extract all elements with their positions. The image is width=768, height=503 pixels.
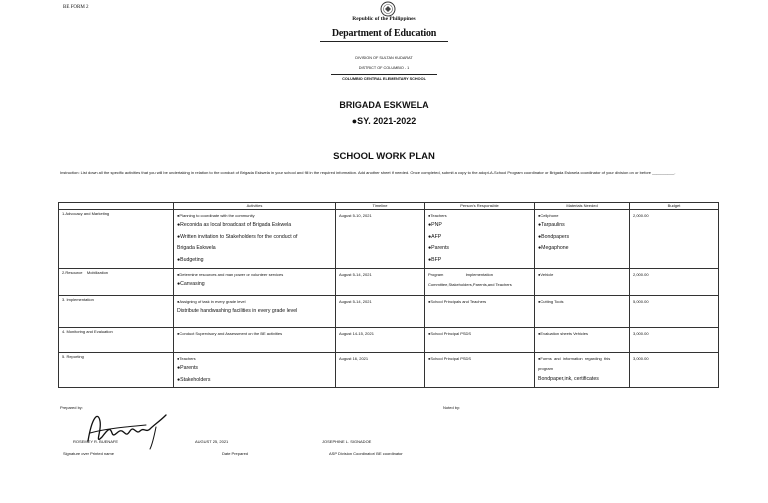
preparer-name: ROSEMEY R. BUENAFE: [73, 439, 119, 444]
table-row: [59, 328, 719, 353]
material-item: ●Vehicle: [538, 272, 554, 277]
school-name: COLUMBIO CENTRAL ELEMENTARY SCHOOL: [342, 77, 426, 81]
material-item: ●Tarpaulins: [538, 222, 565, 228]
noted-by-label: Noted by:: [443, 405, 461, 410]
instruction-text: Instruction: List down all the specific activities that you will be undertaking in relation to the conduct of Brigada Eskwela in your school and fill in the required information. Add another sheet if needed. Once completed, submit a copy to the adopt-A-School Program coordinator or Brigada Eskwela coordinator of your division on or before __________.: [60, 170, 676, 175]
activities-cell: [174, 210, 336, 269]
budget-cell: [630, 353, 719, 388]
date-prepared-value: AUGUST 25, 2021: [195, 439, 229, 444]
activities-cell: [174, 296, 336, 328]
activity-item: ●Conduct Supervisory and Assessment on the BE activities: [177, 331, 283, 336]
activity-item: ●Determine resources and man power or volunteer services: [177, 272, 284, 277]
republic-line: Republic of the Philippines: [352, 16, 416, 22]
column-header: Budget: [630, 203, 719, 210]
table-row: [59, 296, 719, 328]
materials-cell: [535, 269, 630, 296]
budget-cell: [630, 269, 719, 296]
table-row: [59, 269, 719, 296]
material-item: ●Cutting Tools: [538, 299, 564, 304]
timeline-text: August 5-14, 2021: [339, 299, 372, 304]
activity-item: ●Planning to coordinate with the community: [177, 213, 255, 218]
column-header: Materials Needed: [535, 203, 630, 210]
activity-item: ●Assigning of task in every grade level: [177, 299, 246, 304]
activity-item: ●Written invitation to Stakeholders for the conduct of: [177, 233, 298, 240]
materials-cell: [535, 296, 630, 328]
material-item: ●Megaphone: [538, 245, 569, 251]
column-header: Timeline: [336, 203, 425, 210]
material-item: program: [538, 366, 553, 371]
persons-cell: [425, 210, 535, 269]
activity-item: ●Canvasing: [177, 281, 205, 287]
materials-cell: [535, 210, 630, 269]
area-cell: 5. Reporting: [59, 353, 174, 388]
column-header: Activities: [174, 203, 336, 210]
material-item: ●Bondpapers: [538, 233, 570, 240]
plan-title: SCHOOL WORK PLAN: [333, 151, 435, 162]
timeline-cell: [336, 269, 425, 296]
activity-item: ●Stakeholders: [177, 376, 211, 383]
department-name: Department of Education: [331, 28, 437, 39]
material-item: ●Forms and information regarding this: [538, 356, 611, 361]
table-row: [59, 210, 719, 269]
activity-item: Distribute handwashing facilities in every grade level: [177, 308, 298, 314]
header-divider: [320, 41, 448, 42]
budget-value: 3,000.00: [633, 356, 649, 361]
budget-cell: [630, 296, 719, 328]
activity-item: ●Parents: [177, 365, 199, 371]
table-row: [59, 353, 719, 388]
person-item: ●School Principals and Teachers: [428, 299, 487, 304]
budget-value: 2,000.00: [633, 213, 649, 218]
prepared-by-label: Prepared by:: [60, 405, 83, 410]
school-year: ●SY. 2021-2022: [351, 116, 417, 126]
area-cell: 2.Resource Mobilization: [59, 269, 174, 296]
form-code: BE FORM 2: [63, 5, 89, 10]
column-header: Person's Responsible: [425, 203, 535, 210]
activities-cell: [174, 328, 336, 353]
timeline-cell: [336, 296, 425, 328]
district-name: DISTRICT OF COLUMBIO - 1: [358, 66, 410, 70]
budget-cell: [630, 328, 719, 353]
timeline-text: August 5-10, 2021: [339, 213, 372, 218]
activities-cell: [174, 269, 336, 296]
material-item: ●Evaluation sheets Vehicles: [538, 331, 589, 336]
timeline-text: August 16, 2021: [339, 356, 369, 361]
persons-cell: [425, 269, 535, 296]
material-item: Bondpaper,ink, certificates: [538, 376, 599, 382]
program-title: BRIGADA ESKWELA: [339, 100, 429, 110]
activities-cell: [174, 353, 336, 388]
noter-role: ASP Division Coordinator/ BE coordinator: [329, 451, 403, 456]
budget-value: 3,000.00: [633, 331, 649, 336]
timeline-text: August 14-15, 2021: [339, 331, 374, 336]
activity-item: ●Teachers: [177, 356, 196, 361]
timeline-cell: [336, 328, 425, 353]
activity-item: ●Budgeting: [177, 256, 204, 263]
person-item: ●PNP: [428, 222, 442, 228]
timeline-cell: [336, 353, 425, 388]
deped-seal-icon: [371, 1, 405, 17]
person-item: ●Parents: [428, 245, 450, 251]
area-cell: 1.Advocacy and Marketing: [59, 210, 174, 269]
person-item: ●School Principal PSDS: [428, 331, 472, 336]
school-divider: [331, 74, 437, 75]
person-item: ●School Principal PSDS: [428, 356, 472, 361]
persons-cell: [425, 353, 535, 388]
person-item: Committee,Stakeholders,Parents,and Teachers: [428, 282, 512, 287]
materials-cell: [535, 353, 630, 388]
division-name: DIVISION OF SULTAN KUDARAT: [355, 56, 413, 60]
persons-cell: [425, 328, 535, 353]
person-item: ●AFP: [428, 233, 442, 240]
material-item: ●Cellphone: [538, 213, 559, 218]
person-item: ●Teachers: [428, 213, 447, 218]
activity-item: ●Reconida as local broadcast of Brigada Eskwela: [177, 222, 292, 228]
timeline-cell: [336, 210, 425, 269]
table-header-row: [59, 203, 719, 210]
budget-cell: [630, 210, 719, 269]
person-item: ●BFP: [428, 256, 442, 263]
materials-cell: [535, 328, 630, 353]
area-cell: 4. Monitoring and Evaluation: [59, 328, 174, 353]
handwritten-signature: [80, 407, 175, 451]
timeline-text: August 5-14, 2021: [339, 272, 372, 277]
area-cell: 3. Implementation: [59, 296, 174, 328]
persons-cell: [425, 296, 535, 328]
date-prepared-label: Date Prepared: [222, 451, 249, 456]
person-item: Program Implementation: [428, 272, 493, 277]
preparer-role: Signature over Printed name: [63, 451, 114, 456]
column-header: [59, 203, 174, 210]
work-plan-table: [58, 202, 719, 388]
noter-name: JOSEPHINE L. SIGNADOE: [322, 439, 372, 444]
budget-value: 2,000.00: [633, 272, 649, 277]
activity-item: Brigada Eskwela: [177, 245, 216, 251]
budget-value: 5,000.00: [633, 299, 649, 304]
